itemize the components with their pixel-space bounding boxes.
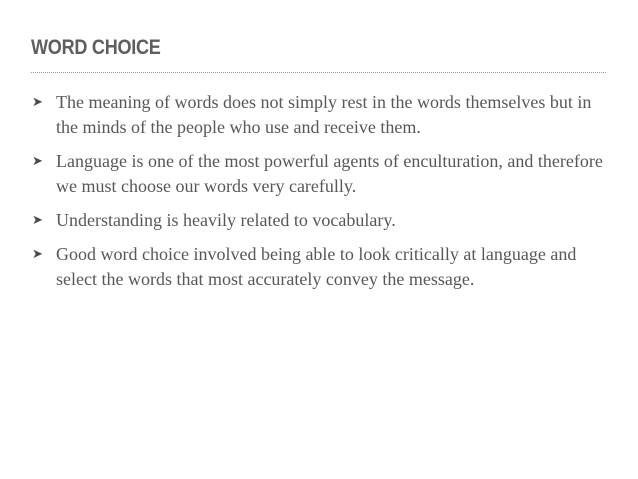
bullet-item — [32, 208, 617, 233]
bullet-item — [32, 242, 617, 292]
bullet-text: Good word choice involved being able to look critically at language and select the words that most accurately convey the message. — [56, 244, 577, 289]
bullet-text: The meaning of words does not simply rest in the words themselves but in the minds of the people who use and receive them. — [56, 92, 592, 137]
arrowhead-bullet-icon: ➤ — [32, 95, 43, 110]
slide-title: WORD CHOICE — [31, 36, 161, 59]
bullet-text: Language is one of the most powerful agents of enculturation, and therefore we must choose our words very carefully. — [56, 151, 603, 196]
arrowhead-bullet-icon: ➤ — [32, 213, 43, 228]
title-divider — [31, 72, 606, 73]
bullet-text: Understanding is heavily related to vocabulary. — [56, 210, 396, 230]
bullet-item — [32, 149, 617, 199]
bullet-item — [32, 90, 617, 140]
arrowhead-bullet-icon: ➤ — [32, 154, 43, 169]
bullet-list — [32, 90, 617, 301]
arrowhead-bullet-icon: ➤ — [32, 247, 43, 262]
